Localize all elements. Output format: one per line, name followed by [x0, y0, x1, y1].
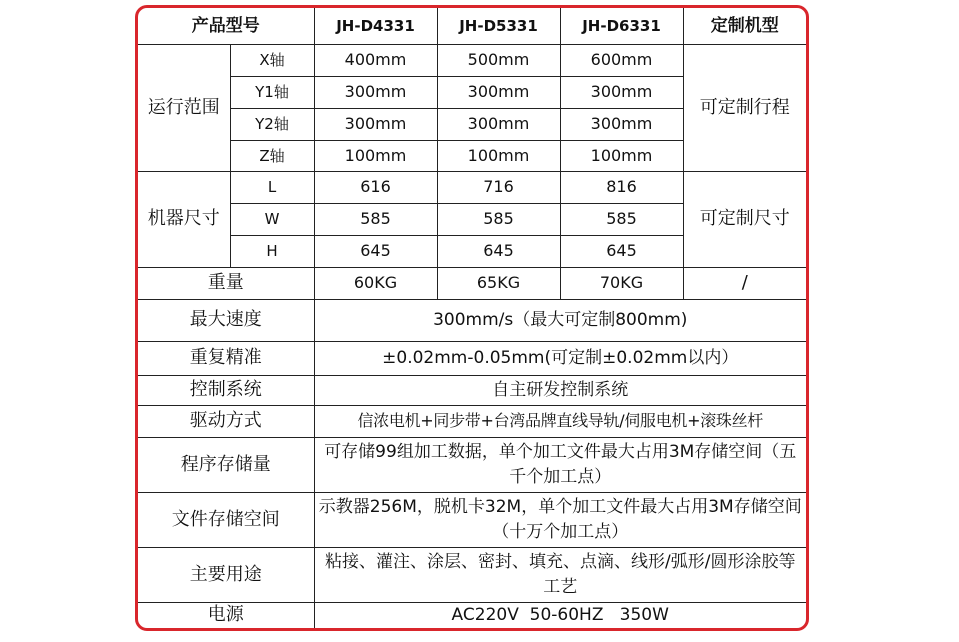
spec-value: AC220V 50-60HZ 350W [314, 602, 806, 628]
spec-value: 粘接、灌注、涂层、密封、填充、点滴、线形/弧形/圆形涂胶等工艺 [314, 547, 806, 602]
weight-value: 65KG [437, 267, 560, 299]
spec-label: 控制系统 [138, 375, 314, 405]
size-axis: W [230, 203, 314, 235]
size-axis: L [230, 171, 314, 203]
spec-value: 300mm/s（最大可定制800mm) [314, 299, 806, 341]
spec-value: 信浓电机+同步带+台湾品牌直线导轨/伺服电机+滚珠丝杆 [314, 405, 806, 437]
size-label: 机器尺寸 [138, 171, 230, 267]
range-value: 500mm [437, 44, 560, 76]
table-row [138, 405, 806, 437]
size-custom: 可定制尺寸 [683, 171, 806, 267]
weight-value: 60KG [314, 267, 437, 299]
range-axis: Y2轴 [230, 108, 314, 140]
header-model-3: JH-D6331 [560, 8, 683, 44]
spec-label: 重复精准 [138, 341, 314, 375]
range-value: 300mm [560, 76, 683, 108]
spec-table-frame [135, 5, 809, 631]
table-row [138, 44, 806, 76]
range-value: 600mm [560, 44, 683, 76]
range-axis: Y1轴 [230, 76, 314, 108]
range-value: 100mm [560, 140, 683, 171]
range-axis: X轴 [230, 44, 314, 76]
header-product-model: 产品型号 [138, 8, 314, 44]
size-value: 645 [560, 235, 683, 267]
table-row [138, 437, 806, 492]
spec-label: 电源 [138, 602, 314, 628]
table-row [138, 299, 806, 341]
table-row [138, 375, 806, 405]
header-custom-model: 定制机型 [683, 8, 806, 44]
range-value: 100mm [314, 140, 437, 171]
spec-label: 最大速度 [138, 299, 314, 341]
size-value: 816 [560, 171, 683, 203]
range-value: 300mm [314, 108, 437, 140]
range-value: 300mm [560, 108, 683, 140]
spec-table [138, 8, 806, 628]
spec-value: ±0.02mm-0.05mm(可定制±0.02mm以内） [314, 341, 806, 375]
size-axis: H [230, 235, 314, 267]
header-model-2: JH-D5331 [437, 8, 560, 44]
weight-label: 重量 [138, 267, 314, 299]
range-custom: 可定制行程 [683, 44, 806, 171]
size-value: 616 [314, 171, 437, 203]
size-value: 716 [437, 171, 560, 203]
table-row [138, 267, 806, 299]
size-value: 645 [314, 235, 437, 267]
table-row [138, 602, 806, 628]
spec-value: 可存储99组加工数据，单个加工文件最大占用3M存储空间（五千个加工点） [314, 437, 806, 492]
range-value: 300mm [437, 108, 560, 140]
size-value: 645 [437, 235, 560, 267]
table-row [138, 547, 806, 602]
header-model-1: JH-D4331 [314, 8, 437, 44]
range-value: 100mm [437, 140, 560, 171]
size-value: 585 [560, 203, 683, 235]
weight-value: 70KG [560, 267, 683, 299]
range-axis: Z轴 [230, 140, 314, 171]
spec-label: 程序存储量 [138, 437, 314, 492]
weight-custom: / [683, 267, 806, 299]
spec-label: 驱动方式 [138, 405, 314, 437]
spec-label: 文件存储空间 [138, 492, 314, 547]
spec-value: 示教器256M，脱机卡32M，单个加工文件最大占用3M存储空间（十万个加工点） [314, 492, 806, 547]
table-row [138, 171, 806, 203]
size-value: 585 [437, 203, 560, 235]
header-row [138, 8, 806, 44]
spec-value: 自主研发控制系统 [314, 375, 806, 405]
range-value: 400mm [314, 44, 437, 76]
spec-label: 主要用途 [138, 547, 314, 602]
table-row [138, 341, 806, 375]
range-label: 运行范围 [138, 44, 230, 171]
range-value: 300mm [314, 76, 437, 108]
table-row [138, 492, 806, 547]
size-value: 585 [314, 203, 437, 235]
range-value: 300mm [437, 76, 560, 108]
